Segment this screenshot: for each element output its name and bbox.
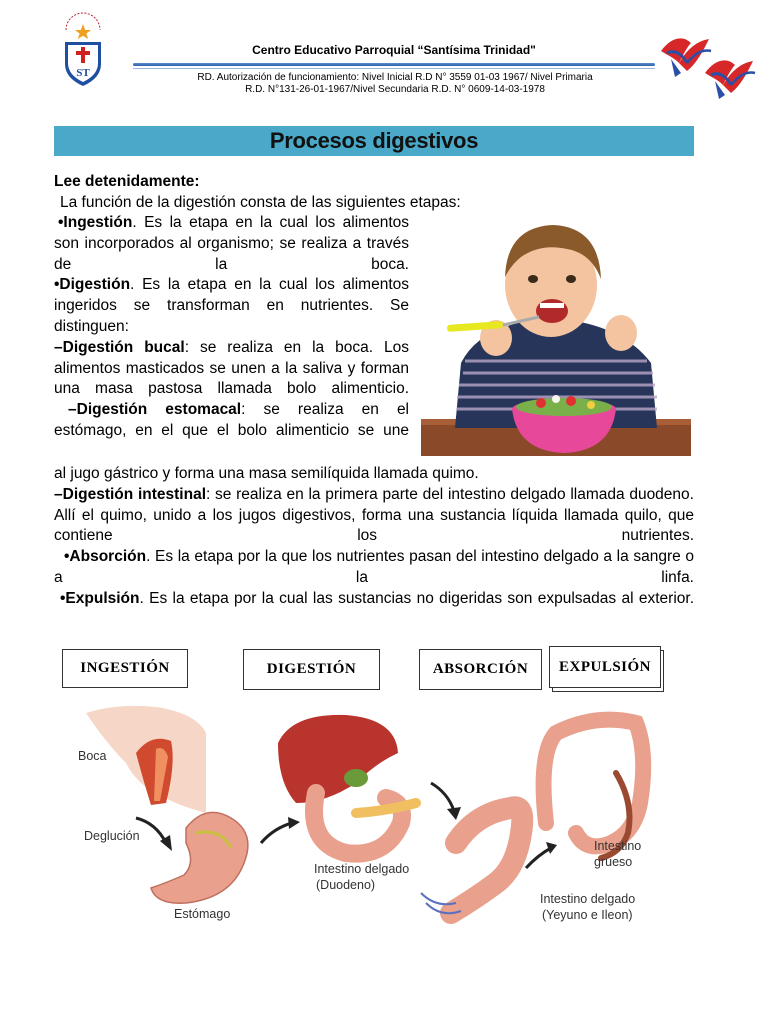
school-crest-icon bbox=[60, 12, 106, 90]
stage-box-absorcion: ABSORCIÓN bbox=[419, 649, 542, 690]
term-intestinal: –Digestión intestinal bbox=[54, 485, 206, 503]
text-digestion: . Es la etapa en la cual los alimentos ingeridos se transforman en nutrientes. Se distinguen: bbox=[54, 276, 409, 335]
page-title: Procesos digestivos bbox=[269, 128, 479, 153]
paragraph-absorcion bbox=[54, 547, 694, 589]
text-estomacal-a: : se realiza en el estómago, en el que el bolo alimenticio se une bbox=[54, 401, 410, 439]
digestive-process-diagram bbox=[56, 638, 672, 950]
text-expulsion: . Es la etapa por la cual las sustancias no digeridas son expulsadas al exterior. bbox=[139, 589, 694, 607]
child-eating-photo bbox=[421, 213, 691, 456]
label-deglucion: Deglución bbox=[84, 829, 140, 843]
label-yeyuno-b: (Yeyuno e Ileon) bbox=[542, 908, 633, 922]
title-band bbox=[54, 126, 694, 156]
authorization-line-2: R.D. N°131-26-01-1967/Nivel Secundaria R.D. N° 0609-14-03-1978 bbox=[245, 84, 545, 95]
term-absorcion: •Absorción bbox=[64, 548, 147, 566]
instruction-heading: Lee detenidamente: bbox=[54, 173, 200, 190]
wide-text-column bbox=[54, 464, 694, 610]
header-divider bbox=[133, 63, 655, 66]
label-grueso-b: grueso bbox=[594, 855, 633, 869]
term-expulsion: •Expulsión bbox=[60, 589, 140, 607]
text-estomacal-b: al jugo gástrico y forma una masa semilíquida llamada quimo. bbox=[54, 465, 479, 482]
text-bucal: : se realiza en la boca. Los alimentos masticados se unen a la saliva y forman una masa pastosa llamada bolo alimenticio. bbox=[54, 338, 409, 398]
text-ingestion: . Es la etapa en la cual los alimentos son incorporados al organismo; se realiza a través de la boca. bbox=[54, 214, 409, 273]
label-duodeno-b: (Duodeno) bbox=[316, 878, 376, 892]
paragraph-bucal bbox=[54, 338, 409, 400]
authorization-line-1: RD. Autorización de funcionamiento: Nivel Inicial R.D N° 3559 01-03 1967/ Nivel Primaria bbox=[197, 72, 593, 83]
paragraph-digestion bbox=[54, 275, 409, 337]
text-intestinal: : se realiza en la primera parte del intestino delgado llamada duodeno. Allí el quimo, unido a los jugos digestivos, forma una sustancia líquida llamada quilo, que contiene los nutrientes. bbox=[54, 485, 694, 545]
school-name: Centro Educativo Parroquial “Santísima Trinidad" bbox=[252, 43, 536, 57]
label-boca: Boca bbox=[78, 749, 107, 763]
paragraph-estomacal bbox=[54, 400, 409, 442]
paragraph-ingestion bbox=[54, 213, 409, 275]
label-duodeno-a: Intestino delgado bbox=[314, 862, 410, 876]
label-grueso-a: Intestino bbox=[594, 839, 642, 853]
narrow-text-column bbox=[54, 213, 409, 442]
crest-monogram: ST bbox=[76, 67, 90, 79]
label-yeyuno-a: Intestino delgado bbox=[540, 892, 636, 906]
term-ingestion: •Ingestión bbox=[58, 214, 133, 231]
label-estomago: Estómago bbox=[174, 907, 231, 921]
term-estomacal: –Digestión estomacal bbox=[68, 401, 242, 419]
stage-box-expulsion: EXPULSIÓN bbox=[549, 646, 661, 688]
header-divider-thin bbox=[133, 68, 655, 69]
peru-doves-icon bbox=[655, 25, 767, 111]
text-absorcion: . Es la etapa por la que los nutrientes pasan del intestino delgado a la sangre o a la linfa. bbox=[54, 548, 694, 586]
stage-box-ingestion: INGESTIÓN bbox=[62, 649, 188, 688]
paragraph-intestinal bbox=[54, 485, 694, 547]
term-bucal: –Digestión bucal bbox=[54, 338, 185, 356]
term-digestion: •Digestión bbox=[54, 276, 131, 294]
stage-box-digestion: DIGESTIÓN bbox=[243, 649, 380, 690]
paragraph-expulsion bbox=[54, 589, 694, 610]
intro-text: La función de la digestión consta de las siguientes etapas: bbox=[60, 194, 461, 211]
